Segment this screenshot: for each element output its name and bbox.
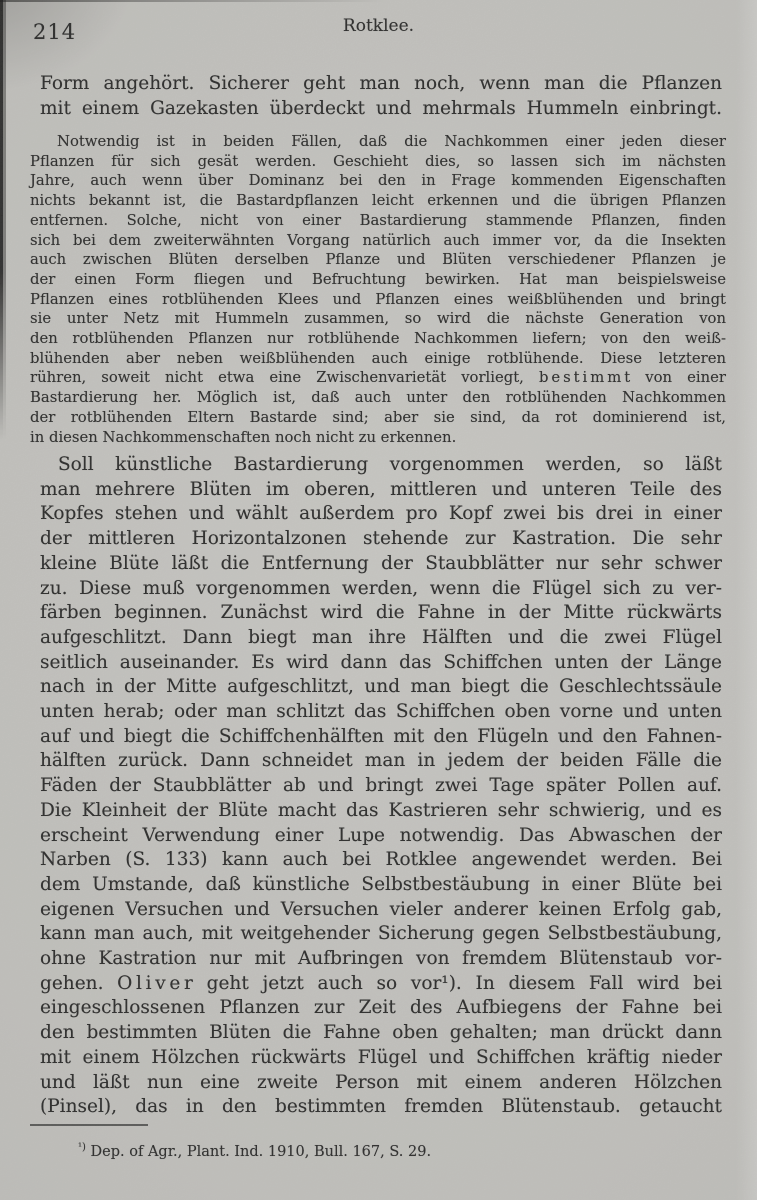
text-line: Pflanzen eines rotblühenden Klees und Pflanzen eines weißblühenden und bringt [30, 290, 726, 308]
text-line: den rotblühenden Pflanzen nur rotblühende Nachkommen liefern; von den weiß- [30, 330, 726, 348]
text-line: eingeschlossenen Pflanzen zur Zeit des Aufbiegens der Fahne bei [40, 997, 722, 1019]
footnote-separator-rule [30, 1124, 148, 1126]
text-line: auch zwischen Blüten derselben Pflanze und Blüten verschiedener Pflanzen je [30, 251, 726, 269]
text-line: Soll künstliche Bastardierung vorgenommen werden, so läßt [58, 454, 722, 475]
footnote-text: Dep. of Agr., Plant. Ind. 1910, Bull. 167, S. 29. [85, 1143, 432, 1160]
text-line: Pflanzen für sich gesät werden. Geschieht dies, so lassen sich im nächsten [30, 152, 726, 170]
running-header-title: Rotklee. [342, 16, 415, 36]
text-line: mit einem Gazekasten überdeckt und mehrmals Hummeln einbringt. [40, 97, 722, 119]
paragraph-kastration [40, 453, 722, 1120]
text-line: man mehrere Blüten im oberen, mittleren und unteren Teile des [40, 478, 722, 500]
text-line: blühenden aber neben weißblühenden auch einige rotblühende. Diese letzteren [30, 349, 726, 367]
text-line: gehen. O l i v e r geht jetzt auch so vor¹). In diesem Fall wird bei [40, 972, 722, 994]
paragraph-small-print [30, 132, 726, 447]
text-line: Form angehört. Sicherer geht man noch, wenn man die Pflanzen [40, 73, 722, 94]
text-line: hälften zurück. Dann schneidet man in jedem der beiden Fälle die [40, 750, 722, 772]
text-line: kleine Blüte läßt die Entfernung der Staubblätter nur sehr schwer [40, 552, 722, 574]
text-line: den bestimmten Blüten die Fahne oben gehalten; man drückt dann [40, 1022, 722, 1044]
text-line: auf und biegt die Schiffchenhälften mit den Flügeln und den Fahnen- [40, 725, 722, 747]
text-line: (Pinsel), das in den bestimmten fremden Blütenstaub. getaucht [40, 1096, 722, 1118]
text-line: nach in der Mitte aufgeschlitzt, und man biegt die Geschlechtssäule [40, 676, 722, 698]
text-line: Kopfes stehen und wählt außerdem pro Kopf zwei bis drei in einer [40, 503, 722, 525]
text-line: zu. Diese muß vorgenommen werden, wenn die Flügel sich zu ver- [40, 577, 722, 599]
text-line: ohne Kastration nur mit Aufbringen von fremdem Blütenstaub vor- [40, 948, 722, 970]
text-line: Die Kleinheit der Blüte macht das Kastrieren sehr schwierig, und es [40, 799, 722, 821]
text-line: Notwendig ist in beiden Fällen, daß die Nachkommen einer jeden dieser [57, 133, 726, 150]
text-line: und läßt nun eine zweite Person mit einem anderen Hölzchen [40, 1071, 722, 1093]
scan-edge-shadow-top [0, 0, 420, 2]
scan-edge-shadow-left [0, 0, 8, 440]
text-line: kann man auch, mit weitgehender Sicherung gegen Selbstbestäubung, [40, 923, 722, 945]
paragraph-opening [40, 72, 722, 121]
text-line: in diesen Nachkommenschaften noch nicht zu erkennen. [30, 428, 457, 446]
text-line: Narben (S. 133) kann auch bei Rotklee angewendet werden. Bei [40, 849, 722, 871]
footnote-marker: ¹) [78, 1142, 86, 1153]
text-line: der rotblühenden Eltern Bastarde sind; aber sie sind, da rot dominierend ist, [30, 408, 726, 426]
text-line: mit einem Hölzchen rückwärts Flügel und Schiffchen kräftig nieder [40, 1046, 722, 1068]
text-line: unten herab; oder man schlitzt das Schiffchen oben vorne und unten [40, 701, 722, 723]
text-line: der einen Form fliegen und Befruchtung bewirken. Hat man beispielsweise [30, 270, 726, 288]
text-line: färben beginnen. Zunächst wird die Fahne in der Mitte rückwärts [40, 602, 722, 624]
text-line: nichts bekannt ist, die Bastardpflanzen leicht erkennen und die übrigen Pflanzen [30, 192, 726, 210]
text-line: rühren, soweit nicht etwa eine Zwischenvarietät vorliegt, b e s t i m m t von einer [30, 369, 726, 387]
page-number: 214 [33, 20, 77, 44]
text-line: Bastardierung her. Möglich ist, daß auch unter den rotblühenden Nachkommen [30, 389, 726, 407]
text-line: dem Umstande, daß künstliche Selbstbestäubung in einer Blüte bei [40, 873, 722, 895]
footnote [78, 1138, 718, 1162]
text-line: aufgeschlitzt. Dann biegt man ihre Hälften und die zwei Flügel [40, 626, 722, 648]
text-line: sich bei dem zweiterwähnten Vorgang natürlich auch immer vor, da die Insekten [30, 231, 726, 249]
text-line: seitlich auseinander. Es wird dann das Schiffchen unten der Länge [40, 651, 722, 673]
text-line: entfernen. Solche, nicht von einer Bastardierung stammende Pflanzen, finden [30, 211, 726, 229]
text-line: Jahre, auch wenn über Dominanz bei den in Frage kommenden Eigenschaften [30, 172, 726, 190]
text-line: der mittleren Horizontalzonen stehende zur Kastration. Die sehr [40, 528, 722, 550]
text-line: eigenen Versuchen und Versuchen vieler anderer keinen Erfolg gab, [40, 898, 722, 920]
text-line: sie unter Netz mit Hummeln zusammen, so wird die nächste Generation von [30, 310, 726, 328]
text-line: erscheint Verwendung einer Lupe notwendig. Das Abwaschen der [40, 824, 722, 846]
text-line: Fäden der Staubblätter ab und bringt zwei Tage später Pollen auf. [40, 775, 722, 797]
